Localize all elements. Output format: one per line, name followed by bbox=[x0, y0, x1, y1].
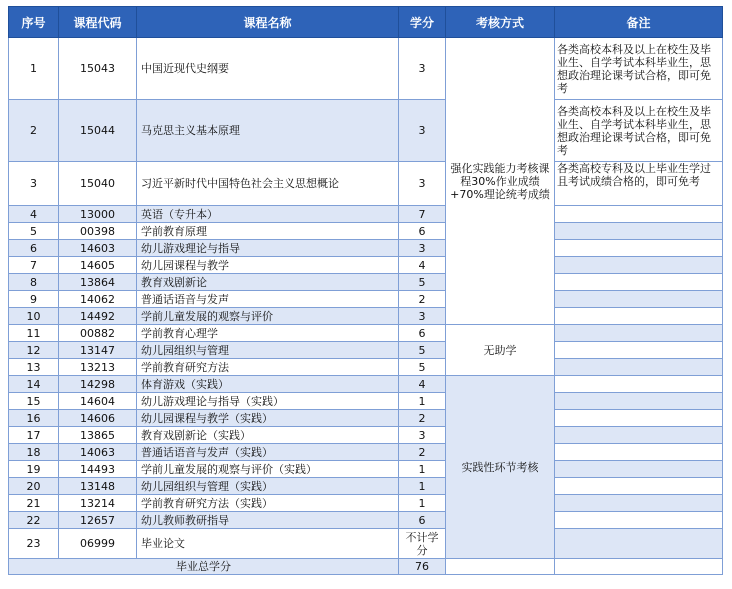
cell-note bbox=[555, 393, 723, 410]
cell-note bbox=[555, 461, 723, 478]
cell-name: 幼儿园组织与管理（实践） bbox=[137, 478, 399, 495]
table-header-row bbox=[9, 7, 723, 38]
cell-credit: 3 bbox=[399, 240, 446, 257]
cell-name: 习近平新时代中国特色社会主义思想概论 bbox=[137, 162, 399, 206]
cell-name: 幼儿园课程与教学（实践） bbox=[137, 410, 399, 427]
cell-note bbox=[555, 376, 723, 393]
cell-no: 16 bbox=[9, 410, 59, 427]
table-row bbox=[9, 257, 723, 274]
cell-note bbox=[555, 427, 723, 444]
cell-name: 幼儿教师教研指导 bbox=[137, 512, 399, 529]
header-no: 序号 bbox=[9, 7, 59, 38]
table-row bbox=[9, 38, 723, 100]
cell-no: 13 bbox=[9, 359, 59, 376]
cell-code: 14492 bbox=[59, 308, 137, 325]
cell-code: 13148 bbox=[59, 478, 137, 495]
cell-no: 9 bbox=[9, 291, 59, 308]
cell-code: 14604 bbox=[59, 393, 137, 410]
cell-credit: 不计学分 bbox=[399, 529, 446, 559]
table-row bbox=[9, 512, 723, 529]
cell-note bbox=[555, 342, 723, 359]
cell-no: 15 bbox=[9, 393, 59, 410]
cell-code: 14063 bbox=[59, 444, 137, 461]
cell-credit: 1 bbox=[399, 478, 446, 495]
cell-code: 14298 bbox=[59, 376, 137, 393]
cell-code: 13865 bbox=[59, 427, 137, 444]
table-row bbox=[9, 461, 723, 478]
cell-no: 18 bbox=[9, 444, 59, 461]
cell-code: 15040 bbox=[59, 162, 137, 206]
cell-note bbox=[555, 308, 723, 325]
exam-method-no-tutoring: 无助学 bbox=[446, 325, 555, 376]
cell-credit: 4 bbox=[399, 376, 446, 393]
cell-name: 教育戏剧新论（实践） bbox=[137, 427, 399, 444]
cell-credit: 1 bbox=[399, 461, 446, 478]
cell-no: 3 bbox=[9, 162, 59, 206]
table-row bbox=[9, 291, 723, 308]
table-row bbox=[9, 342, 723, 359]
table-row bbox=[9, 325, 723, 342]
table-row bbox=[9, 359, 723, 376]
cell-name: 中国近现代史纲要 bbox=[137, 38, 399, 100]
cell-credit: 7 bbox=[399, 206, 446, 223]
cell-no: 21 bbox=[9, 495, 59, 512]
cell-name: 学前教育原理 bbox=[137, 223, 399, 240]
cell-name: 普通话语音与发声（实践） bbox=[137, 444, 399, 461]
cell-credit: 1 bbox=[399, 495, 446, 512]
cell-credit: 3 bbox=[399, 427, 446, 444]
cell-no: 6 bbox=[9, 240, 59, 257]
cell-name: 学前教育研究方法（实践） bbox=[137, 495, 399, 512]
cell-no: 23 bbox=[9, 529, 59, 559]
cell-code: 13864 bbox=[59, 274, 137, 291]
header-code: 课程代码 bbox=[59, 7, 137, 38]
table-row bbox=[9, 495, 723, 512]
cell-name: 毕业论文 bbox=[137, 529, 399, 559]
cell-credit: 5 bbox=[399, 342, 446, 359]
cell-no: 2 bbox=[9, 100, 59, 162]
exam-method-practice: 实践性环节考核 bbox=[446, 376, 555, 559]
cell-no: 10 bbox=[9, 308, 59, 325]
cell-no: 20 bbox=[9, 478, 59, 495]
cell-no: 11 bbox=[9, 325, 59, 342]
cell-credit: 2 bbox=[399, 291, 446, 308]
cell-no: 1 bbox=[9, 38, 59, 100]
cell-no: 5 bbox=[9, 223, 59, 240]
cell-name: 学前教育研究方法 bbox=[137, 359, 399, 376]
cell-note bbox=[555, 325, 723, 342]
table-row bbox=[9, 529, 723, 559]
cell-note bbox=[555, 444, 723, 461]
table-row bbox=[9, 223, 723, 240]
table-row bbox=[9, 427, 723, 444]
course-table-container bbox=[8, 6, 722, 575]
cell-note bbox=[555, 359, 723, 376]
cell-code: 14603 bbox=[59, 240, 137, 257]
header-note: 备注 bbox=[555, 7, 723, 38]
cell-note bbox=[555, 257, 723, 274]
header-exam: 考核方式 bbox=[446, 7, 555, 38]
cell-name: 教育戏剧新论 bbox=[137, 274, 399, 291]
header-credit: 学分 bbox=[399, 7, 446, 38]
cell-note bbox=[555, 274, 723, 291]
cell-code: 15044 bbox=[59, 100, 137, 162]
cell-no: 4 bbox=[9, 206, 59, 223]
table-row bbox=[9, 274, 723, 291]
cell-no: 17 bbox=[9, 427, 59, 444]
cell-note bbox=[555, 291, 723, 308]
cell-name: 学前儿童发展的观察与评价（实践） bbox=[137, 461, 399, 478]
total-label: 毕业总学分 bbox=[9, 559, 399, 575]
cell-code: 13000 bbox=[59, 206, 137, 223]
cell-credit: 3 bbox=[399, 162, 446, 206]
cell-credit: 3 bbox=[399, 308, 446, 325]
cell-name: 体育游戏（实践） bbox=[137, 376, 399, 393]
cell-code: 12657 bbox=[59, 512, 137, 529]
total-value: 76 bbox=[399, 559, 446, 575]
cell-no: 8 bbox=[9, 274, 59, 291]
table-row bbox=[9, 162, 723, 206]
cell-credit: 3 bbox=[399, 100, 446, 162]
cell-name: 学前教育心理学 bbox=[137, 325, 399, 342]
cell-note bbox=[555, 512, 723, 529]
cell-code: 00398 bbox=[59, 223, 137, 240]
cell-note bbox=[555, 478, 723, 495]
cell-credit: 1 bbox=[399, 393, 446, 410]
cell-credit: 6 bbox=[399, 325, 446, 342]
cell-note: 各类高校本科及以上在校生及毕业生、自学考试本科毕业生，思想政治理论课考试合格，即可免考 bbox=[555, 38, 723, 100]
cell-credit: 4 bbox=[399, 257, 446, 274]
cell-note bbox=[555, 529, 723, 559]
table-row bbox=[9, 478, 723, 495]
cell-no: 22 bbox=[9, 512, 59, 529]
cell-no: 19 bbox=[9, 461, 59, 478]
cell-name: 普通话语音与发声 bbox=[137, 291, 399, 308]
table-row bbox=[9, 444, 723, 461]
table-row bbox=[9, 206, 723, 223]
cell-name: 幼儿游戏理论与指导 bbox=[137, 240, 399, 257]
exam-method-practical-ability: 强化实践能力考核课程30%作业成绩+70%理论统考成绩 bbox=[446, 38, 555, 325]
cell-credit: 2 bbox=[399, 444, 446, 461]
cell-name: 幼儿园组织与管理 bbox=[137, 342, 399, 359]
cell-note bbox=[555, 240, 723, 257]
cell-name: 英语（专升本） bbox=[137, 206, 399, 223]
cell-note bbox=[555, 410, 723, 427]
cell-credit: 2 bbox=[399, 410, 446, 427]
cell-note bbox=[555, 223, 723, 240]
cell-credit: 6 bbox=[399, 512, 446, 529]
cell-code: 00882 bbox=[59, 325, 137, 342]
cell-name: 马克思主义基本原理 bbox=[137, 100, 399, 162]
cell-credit: 5 bbox=[399, 274, 446, 291]
cell-code: 06999 bbox=[59, 529, 137, 559]
cell-name: 幼儿游戏理论与指导（实践） bbox=[137, 393, 399, 410]
cell-credit: 6 bbox=[399, 223, 446, 240]
cell-note: 各类高校本科及以上在校生及毕业生、自学考试本科毕业生，思想政治理论课考试合格，即可免考 bbox=[555, 100, 723, 162]
cell-name: 学前儿童发展的观察与评价 bbox=[137, 308, 399, 325]
cell-code: 14493 bbox=[59, 461, 137, 478]
cell-code: 14062 bbox=[59, 291, 137, 308]
table-row bbox=[9, 410, 723, 427]
cell-credit: 3 bbox=[399, 38, 446, 100]
table-row bbox=[9, 393, 723, 410]
cell-code: 15043 bbox=[59, 38, 137, 100]
cell-name: 幼儿园课程与教学 bbox=[137, 257, 399, 274]
table-row bbox=[9, 100, 723, 162]
total-note-cell bbox=[555, 559, 723, 575]
cell-note bbox=[555, 495, 723, 512]
cell-no: 7 bbox=[9, 257, 59, 274]
cell-credit: 5 bbox=[399, 359, 446, 376]
cell-code: 13147 bbox=[59, 342, 137, 359]
table-row bbox=[9, 308, 723, 325]
cell-note bbox=[555, 206, 723, 223]
cell-code: 14606 bbox=[59, 410, 137, 427]
course-table bbox=[8, 6, 723, 575]
total-row bbox=[9, 559, 723, 575]
header-name: 课程名称 bbox=[137, 7, 399, 38]
cell-code: 13213 bbox=[59, 359, 137, 376]
cell-no: 14 bbox=[9, 376, 59, 393]
cell-no: 12 bbox=[9, 342, 59, 359]
cell-note: 各类高校专科及以上毕业生学过且考试成绩合格的，即可免考 bbox=[555, 162, 723, 206]
table-row bbox=[9, 376, 723, 393]
cell-code: 13214 bbox=[59, 495, 137, 512]
table-row bbox=[9, 240, 723, 257]
cell-code: 14605 bbox=[59, 257, 137, 274]
total-exam-cell bbox=[446, 559, 555, 575]
